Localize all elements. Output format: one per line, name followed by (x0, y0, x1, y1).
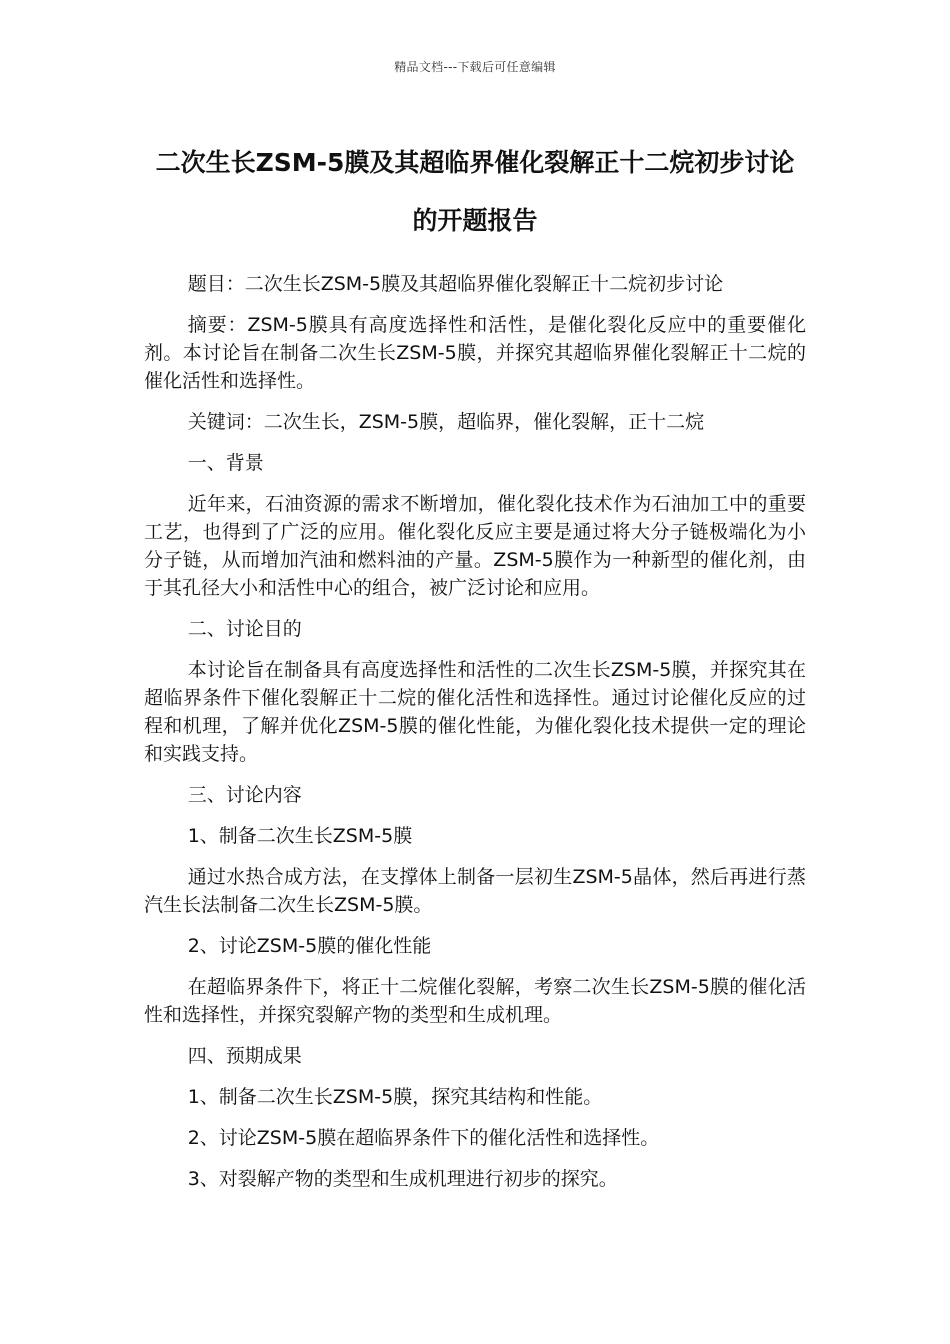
section-heading-purpose: 二、讨论目的 (187, 618, 302, 640)
paragraph-topic: 题目：二次生长ZSM-5膜及其超临界催化裂解正十二烷初步讨论 (187, 273, 724, 295)
paragraph-purpose: 本讨论旨在制备具有高度选择性和活性的二次生长ZSM-5膜，并探究其在超临界条件下催化裂解正十二烷的催化活性和选择性。通过讨论催化反应的过程和机理，了解并优化ZSM-5膜的催化性能，为催化裂化技术提供一定的理论和实践支持。 (144, 659, 806, 765)
section-heading-content: 三、讨论内容 (187, 784, 302, 806)
paragraph-abstract: 摘要：ZSM-5膜具有高度选择性和活性，是催化裂化反应中的重要催化剂。本讨论旨在制备二次生长ZSM-5膜，并探究其超临界催化裂解正十二烷的催化活性和选择性。 (144, 314, 806, 392)
paragraph-keywords: 关键词：二次生长，ZSM-5膜，超临界，催化裂解，正十二烷 (187, 411, 705, 433)
section-heading-background: 一、背景 (187, 452, 264, 474)
document-body (144, 270, 806, 1206)
subheading-content-1: 1、制备二次生长ZSM-5膜 (187, 825, 413, 847)
outcome-item-2: 2、讨论ZSM-5膜在超临界条件下的催化活性和选择性。 (187, 1127, 660, 1149)
outcome-item-1: 1、制备二次生长ZSM-5膜，探究其结构和性能。 (187, 1086, 603, 1108)
document-title: 二次生长ZSM-5膜及其超临界催化裂解正十二烷初步讨论的开题报告 (155, 148, 795, 235)
paragraph-content-1: 通过水热合成方法，在支撑体上制备一层初生ZSM-5晶体，然后再进行蒸汽生长法制备二次生长ZSM-5膜。 (144, 866, 806, 916)
paragraph-content-2: 在超临界条件下，将正十二烷催化裂解，考察二次生长ZSM-5膜的催化活性和选择性，并探究裂解产物的类型和生成机理。 (144, 976, 806, 1026)
section-heading-outcomes: 四、预期成果 (187, 1045, 302, 1067)
subheading-content-2: 2、讨论ZSM-5膜的催化性能 (187, 935, 432, 957)
header-note: 精品文档---下载后可任意编辑 (394, 60, 556, 74)
paragraph-background: 近年来，石油资源的需求不断增加，催化裂化技术作为石油加工中的重要工艺，也得到了广泛的应用。催化裂化反应主要是通过将大分子链极端化为小分子链，从而增加汽油和燃料油的产量。ZSM-5膜作为一种新型的催化剂，由于其孔径大小和活性中心的组合，被广泛讨论和应用。 (144, 493, 806, 599)
outcome-item-3: 3、对裂解产物的类型和生成机理进行初步的探究。 (187, 1168, 618, 1190)
